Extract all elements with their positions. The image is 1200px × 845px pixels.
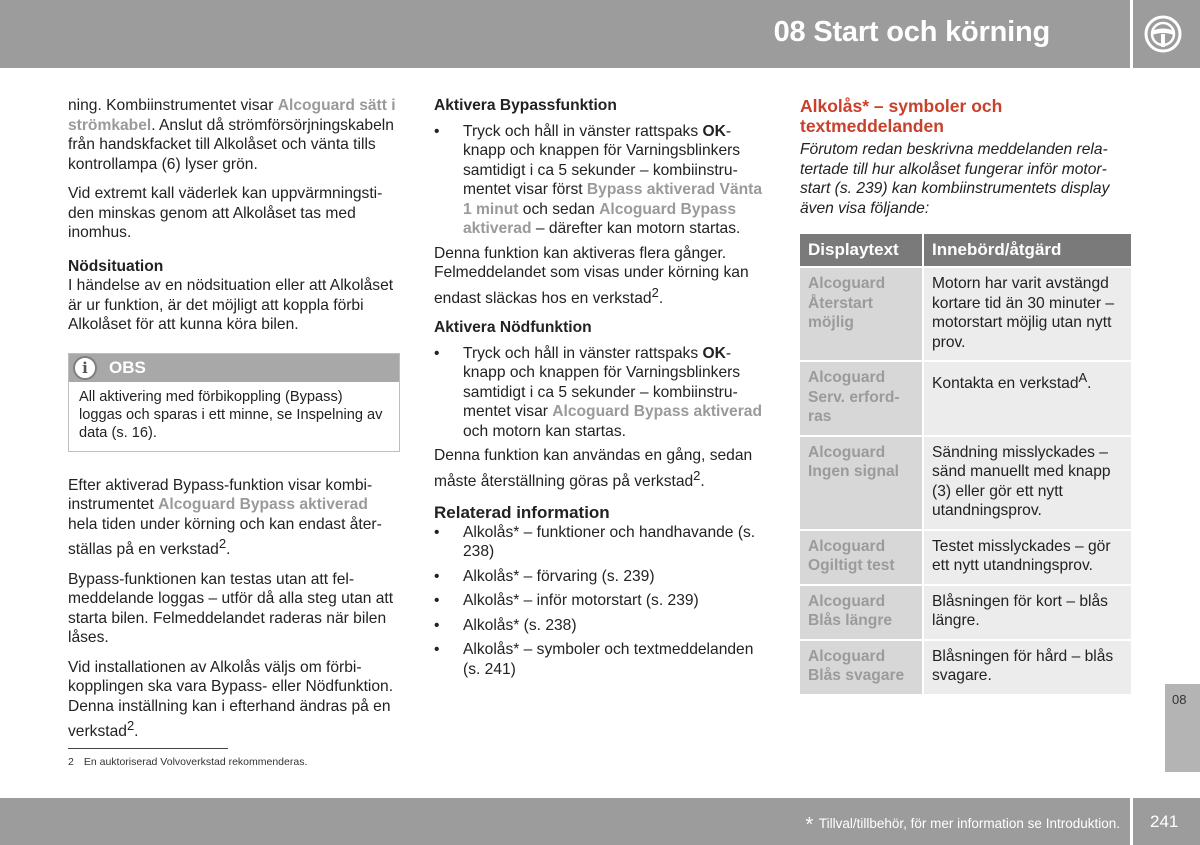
bullet-icon: • (434, 641, 440, 659)
chapter-tab (1165, 684, 1200, 772)
meaning-cell: Sändning misslyckades – sänd manuellt med knapp (3) eller gör ett nytt utandningsprov. (924, 437, 1131, 529)
emergency-note: Denna funktion kan användas en gång, sedan måste återställning göras på verkstad$^2$. (434, 447, 753, 490)
asterisk-icon: * (805, 814, 814, 836)
obs-header (69, 354, 399, 382)
chapter-title: 08 Start och körning (773, 16, 1050, 48)
display-text-cell: Alcoguard Ogiltigt test (800, 531, 924, 584)
footnote-ref: 2 (651, 284, 659, 300)
related-links (434, 523, 768, 680)
emergency-heading: Nödsituation (68, 257, 164, 275)
paragraph-bypass-display: Efter aktiverad Bypass-funktion visar kombiinstrumentet Alcoguard Bypass aktiverad hela tiden under körning och kan endast återställas på en verkstad$^2$. (68, 476, 382, 559)
emergency-section (68, 257, 400, 335)
table-footnote-ref: A (1078, 370, 1088, 385)
obs-label: OBS (109, 357, 146, 377)
meaning-cell: Testet misslyckades – gör ett nytt utandningsprov. (924, 531, 1131, 584)
paragraph-bypass-test: Bypass-funktionen kan testas utan att felmeddelande loggas – utför då alla steg utan att starta bilen. Felmeddelandet raderas när bilen låses. (68, 570, 394, 647)
bullet-icon: • (434, 616, 440, 634)
footnote-ref: 2 (693, 467, 701, 483)
meaning-cell: Blåsningen för hård – blås svagare. (924, 641, 1131, 694)
column-left (68, 96, 400, 752)
related-link[interactable]: • Alkolås* – förvaring (s. 239) (434, 567, 655, 585)
display-text-cell: Alcoguard Blås längre (800, 586, 924, 639)
bypass-note: Denna funktion kan aktiveras flera gånger. Felmeddelandet som visas under körning kan endast släckas hos en verkstad$^2$. (434, 244, 749, 307)
list-item: • Tryck och håll in vänster rattspaks OK-knapp och knappen för Varningsblinkers samtidigt i ca 5 sekunder – kombiinstrumentet visar Alcoguard Bypass aktiverad och motorn kan startas. (434, 344, 762, 440)
meaning-cell: Kontakta en verkstad$^A$. (924, 362, 1131, 435)
meaning-cell: Blåsningen för kort – blås längre. (924, 586, 1131, 639)
emergency-function-heading: Aktivera Nödfunktion (434, 319, 592, 337)
bullet-icon: • (434, 567, 440, 585)
footnote (68, 756, 307, 768)
paragraph-strompkabel: ning. Kombiinstrumentet visar Alcoguard sätt i strömkabel. Anslut då strömförsörjningskabeln från handskfacket till Alkolåset och vänta tills kontrollampa (6) lyser grön. (68, 97, 396, 173)
paragraph-installation: Vid installationen av Alkolås väljs om förbikopplingen ska vara Bypass- eller Nödfunktion. Denna inställning kan i efterhand ändras på en verkstad$^2$. (68, 658, 394, 741)
display-text-cell: Alcoguard Ingen signal (800, 437, 924, 529)
table-row (800, 586, 1131, 639)
obs-text: All aktivering med förbikoppling (Bypass) loggas och sparas i ett minne, se Inspelning av data (s. 16). (79, 388, 383, 441)
page-number: 241 (1150, 812, 1179, 831)
section-intro: Förutom redan beskrivna meddelanden relatertade till hur alkolåset fungerar inför motorstart (s. 239) kan kombiinstrumentets display även visa följande: (800, 141, 1110, 217)
display-text-cell: Alcoguard Återstart möjlig (800, 268, 924, 360)
display-message: Alcoguard Bypass aktiverad (552, 403, 762, 421)
column-header-displaytext: Displaytext (800, 234, 924, 266)
section-heading: Alkolås* – symboler och textmeddelanden (800, 96, 1003, 136)
display-text-cell: Alcoguard Blås svagare (800, 641, 924, 694)
bullet-icon: • (434, 523, 440, 541)
bullet-icon: • (434, 592, 440, 610)
table-row (800, 641, 1131, 694)
table-row (800, 531, 1131, 584)
page-footer (0, 798, 1130, 845)
footnote-number: 2 (68, 756, 74, 768)
bypass-heading: Aktivera Bypassfunktion (434, 97, 617, 114)
info-icon: i (73, 356, 97, 380)
footnote-text: En auktoriserad Volvoverkstad rekommenderas. (83, 756, 308, 768)
column-middle (434, 96, 768, 684)
emergency-steps (434, 344, 768, 442)
related-link[interactable]: • Alkolås* – funktioner och handhavande (s. 238) (434, 523, 756, 561)
column-header-meaning: Innebörd/åtgärd (924, 234, 1131, 266)
column-right (800, 96, 1131, 696)
table-row (800, 362, 1131, 435)
footnote-divider (68, 748, 228, 749)
display-message: Alcoguard Bypass aktiverad (158, 496, 368, 513)
display-message: Alcoguard Bypass aktiverad (463, 200, 737, 237)
bypass-steps (434, 122, 768, 239)
chapter-tab-label: 08 (1172, 692, 1187, 707)
bullet-icon: • (434, 344, 440, 362)
related-link[interactable]: • Alkolås* (s. 238) (434, 616, 577, 634)
list-item: • Tryck och håll in vänster rattspaks OK-knapp och knappen för Varningsblinkers samtidigt i ca 5 sekunder – kombiinstrumentet visar först Bypass aktiverad Vänta 1 minut och sedan Alcoguard Bypass aktiverad – därefter kan motorn startas. (434, 122, 763, 237)
display-message: Alcoguard sätt i strömkabel (68, 97, 396, 134)
footnote-ref: 2 (126, 718, 135, 734)
footer-note: * Tillval/tillbehör, för mer information se Introduktion. (805, 814, 1120, 836)
related-info-heading: Relaterad information (434, 503, 610, 523)
obs-note (68, 353, 400, 452)
table-row (800, 437, 1131, 529)
display-text-table (800, 232, 1131, 696)
paragraph-cold-weather: Vid extremt kall väderlek kan uppvärmningstiden minskas genom att Alkolåset tas med inomhus. (68, 185, 383, 241)
display-message: Bypass aktiverad Vänta 1 minut (463, 181, 763, 218)
bullet-icon: • (434, 122, 440, 140)
chapter-header (0, 0, 1130, 68)
meaning-cell: Motorn har varit avstängd kortare tid än 30 minuter – motorstart möjlig utan nytt prov. (924, 268, 1131, 360)
related-link[interactable]: • Alkolås* – symboler och textmeddelanden (s. 241) (434, 641, 754, 678)
steering-wheel-icon (1143, 14, 1183, 54)
table-header-row (800, 234, 1131, 266)
display-text-cell: Alcoguard Serv. erfordras (800, 362, 924, 435)
table-row (800, 268, 1131, 360)
footnote-ref: 2 (218, 536, 227, 551)
related-link[interactable]: • Alkolås* – inför motorstart (s. 239) (434, 592, 699, 610)
emergency-text: I händelse av en nödsituation eller att Alkolåset är ur funktion, är det möjligt att koppla förbi Alkolåset för att kunna köra bilen. (68, 277, 394, 333)
